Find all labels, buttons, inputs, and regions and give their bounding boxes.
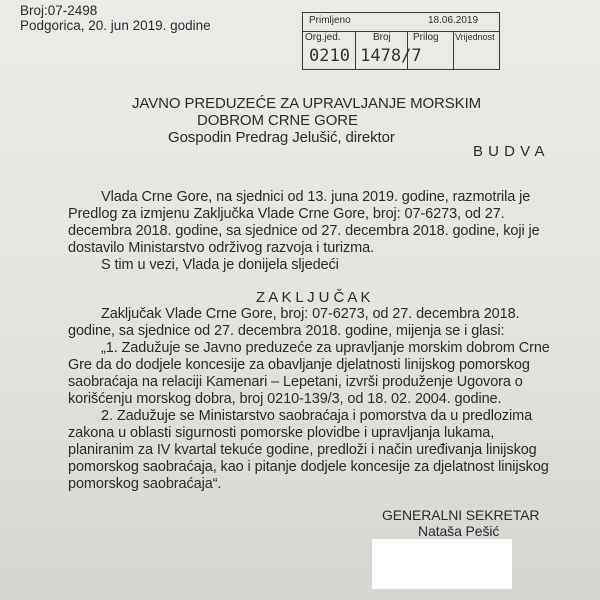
- conclusion-line-2: godine, sa sjednice od 27. decembra 2018. godine, mijenja se i glasi:: [68, 323, 505, 339]
- conclusion-title: Z A K L J U Č A K: [256, 289, 371, 306]
- stamp-handwritten-number: 0210 1478/7: [309, 46, 422, 66]
- stamp-prilog: Prilog: [413, 32, 439, 43]
- registry-stamp: [302, 12, 500, 70]
- intro-line-3: decembra 2018. godine, sa sjednice od 27. decembra 2018. godine, koji je: [68, 223, 540, 239]
- signature-title: GENERALNI SEKRETAR: [382, 507, 540, 523]
- conclusion-line-7: 2. Zadužuje se Ministarstvo saobraćaja i pomorstva da u predlozima: [101, 408, 533, 424]
- place-date: Podgorica, 20. jun 2019. godine: [20, 18, 211, 33]
- conclusion-line-11: pomorskog saobraćaja“.: [68, 476, 222, 492]
- stamp-broj: Broj: [373, 32, 391, 43]
- redaction-box: [372, 539, 512, 589]
- stamp-hand-top: 18.06.2019: [428, 15, 479, 26]
- stamp-vrijednost: Vrijednost: [455, 32, 495, 42]
- conclusion-line-3: „1. Zadužuje se Javno preduzeće za upravljanje morskim dobrom Crne: [101, 340, 550, 356]
- conclusion-line-1: Zaključak Vlade Crne Gore, broj: 07-6273, od 27. decembra 2018.: [101, 306, 520, 322]
- stamp-org-jed: Org.jed.: [305, 32, 341, 43]
- intro-line-4: dostavilo Ministarstvo održivog razvoja i turizma.: [68, 240, 375, 256]
- signature-name: Nataša Pešić: [418, 523, 500, 539]
- conclusion-line-9: planiranim za IV kvartal tekuće godine, predloži i način uređivanja linijskog: [68, 442, 537, 458]
- intro-line-2: Predlog za izmjenu Zaključka Vlade Crne Gore, broj: 07-6273, od 27.: [68, 206, 505, 222]
- document-number: Broj:07-2498: [20, 3, 98, 18]
- conclusion-line-10: pomorskog saobraćaja, kao i pitanje dodjele koncesije za djelatnost linijskog: [68, 459, 549, 475]
- conclusion-line-5: saobraćaja na relaciji Kamenari – Lepetani, izvrši produženje Ugovora o: [68, 374, 523, 390]
- intro-line-1: Vlada Crne Gore, na sjednici od 13. juna 2019. godine, razmotrila je: [101, 189, 531, 205]
- stamp-primljeno: Primljeno: [309, 15, 351, 26]
- recipient-line-2: DOBROM CRNE GORE: [197, 112, 358, 129]
- recipient-city: B U D V A: [473, 143, 546, 160]
- recipient-line-1: JAVNO PREDUZEĆE ZA UPRAVLJANJE MORSKIM: [132, 95, 482, 112]
- conclusion-line-6: korišćenju morskog dobra, broj 0210-139/3, od 18. 02. 2004. godine.: [68, 391, 502, 407]
- stim-line: S tim u vezi, Vlada je donijela sljedeći: [101, 257, 339, 273]
- conclusion-line-4: Gre da do dodjele koncesije za obavljanje djelatnosti linijskog pomorskog: [68, 357, 530, 373]
- conclusion-line-8: zakona u oblasti sigurnosti pomorske plovidbe i upravljanja lukama,: [68, 425, 495, 441]
- recipient-line-3: Gospodin Predrag Jelušić, direktor: [168, 129, 395, 146]
